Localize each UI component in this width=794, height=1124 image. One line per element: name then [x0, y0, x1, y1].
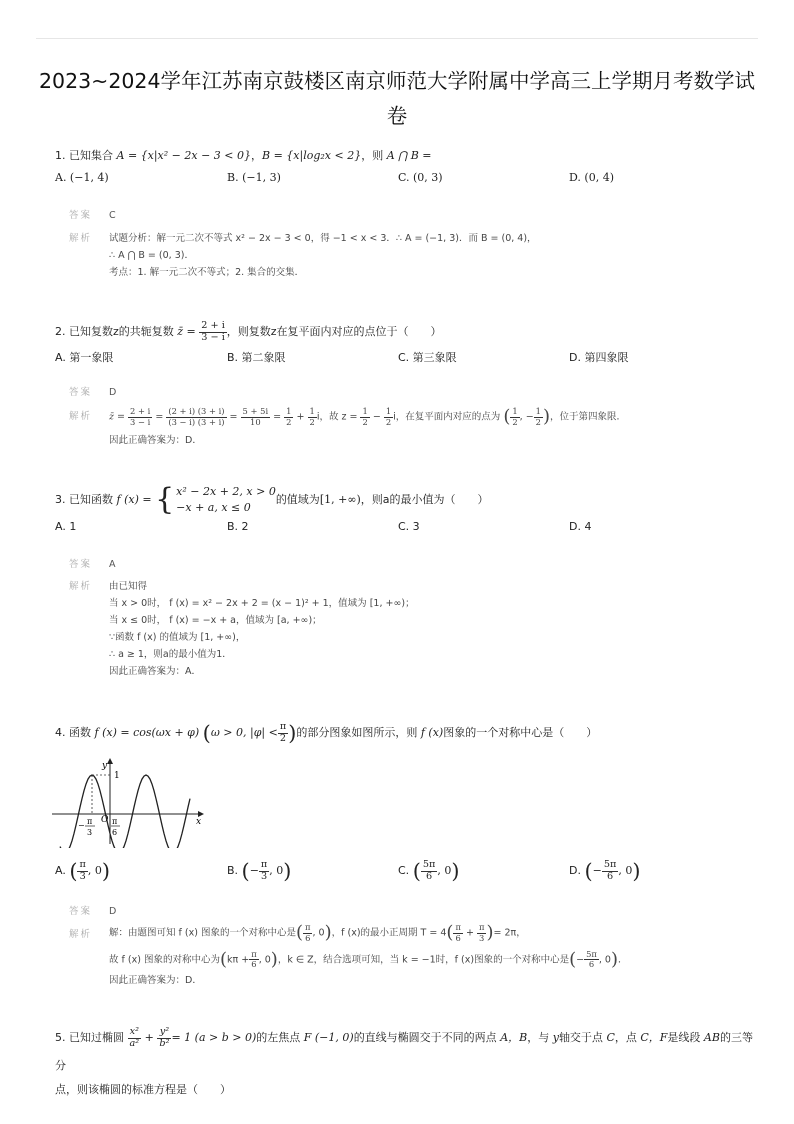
q1-prefix: 1. 已知集合 — [55, 149, 117, 162]
q4-analysis — [69, 920, 754, 990]
q2-suffix: ，则复数z在复平面内对应的点位于（ ） — [226, 325, 442, 338]
q4-a2-kpi: kπ + — [227, 954, 250, 965]
q3-analysis — [69, 578, 754, 688]
frac-num: 5π — [422, 858, 436, 870]
q1-set-b: B = {x|log₂x < 2} — [262, 149, 362, 162]
q2-option-b[interactable]: B. 第二象限 — [227, 351, 286, 364]
q1-then: ，则 — [361, 149, 387, 162]
q1-analysis-line: 试题分析：解一元二次不等式 x² − 2x − 3 < 0，得 −1 < x < 3．∴ A = (−1, 3)．而 B = (0, 4)， — [109, 233, 537, 244]
answer-label: 答案 — [69, 210, 93, 221]
frac-num: 2 + i — [130, 406, 151, 417]
paren-right: ) — [288, 721, 297, 745]
q4-answer: D — [109, 906, 117, 917]
q4-suffix: 图象的一个对称中心是（ ） — [443, 726, 598, 739]
q3-case1: x² − 2x + 2, x > 0 — [176, 485, 276, 498]
q2-a-frac — [360, 407, 369, 426]
q5-line2: 点，则该椭圆的标准方程是（ ） — [55, 1083, 231, 1096]
frac-num: (2 + i) (3 + i) — [168, 406, 225, 417]
one-label: 1 — [114, 771, 120, 781]
q2-a-frac — [308, 407, 317, 426]
question-2 — [55, 318, 754, 346]
q2-analysis-line1: z̄ = $\frac{2 + i}{3 - i}$ = $\frac{(2 + i) (3 + i)}{(3 - i) (3 + i)}$ = $\frac{5 + 5i}{10}$ = $\frac{1}{2}$ + $\frac{1}{2}$ i，故 z = $\frac{1}{2}$ − $\frac{1}{2}$ i，在复平面内对应的点为 ( $\frac{1}{2}$ , − $\frac{1}{2}$ )，位于第四象限． — [109, 406, 627, 427]
left-tick-minus: − — [78, 821, 85, 830]
q2-analysis-line2: 因此正确答案为：D． — [109, 434, 202, 446]
frac-num: 5π — [586, 948, 597, 959]
cosine-curve — [60, 775, 190, 848]
option-label: D. — [569, 864, 581, 877]
q2-a-frac — [166, 407, 226, 426]
option-label: C. — [398, 864, 410, 877]
q2-comma: , − — [519, 411, 534, 423]
q2-answer: D — [109, 387, 117, 398]
frac-den: 10 — [250, 416, 261, 427]
q4-a1-text: 解：由题图可知 f (x) 图象的一个对称中心是 — [109, 927, 296, 939]
left-tick-den: 3 — [87, 828, 93, 837]
frac-num: 1 — [385, 406, 392, 417]
frac-den: (3 − i) (3 + i) — [168, 416, 225, 427]
q4-a1-tail: , 0 — [312, 927, 325, 939]
frac-num: 1 — [535, 406, 541, 417]
q2-a-frac — [241, 407, 271, 426]
q1-option-a[interactable]: A. (−1, 4) — [55, 171, 109, 184]
q2-plus: + — [296, 411, 305, 423]
q3-answer: A — [109, 559, 116, 570]
q2-minus: − — [372, 411, 381, 423]
question-3 — [55, 483, 754, 517]
frac-num: 1 — [286, 406, 292, 417]
frac-den: a² — [129, 1037, 140, 1049]
left-tick-num: π — [87, 817, 93, 826]
frac-num: x² — [128, 1027, 142, 1039]
q4-a2-middle: ，k ∈ Z，结合选项可知，当 k = −1时，f (x)图象的一个对称中心是 — [277, 954, 570, 965]
q4-a2-tail2: , 0 — [598, 954, 611, 965]
q4-frac — [278, 722, 288, 744]
q4-answer-row — [69, 903, 116, 917]
q4-fx2: f (x) — [420, 726, 444, 739]
q4-options — [55, 854, 755, 888]
q3-mid: 的值域为 — [275, 493, 320, 506]
frac-den: 2 — [309, 416, 315, 427]
q1-answer: C — [109, 210, 116, 221]
frac-den: 6 — [455, 932, 461, 943]
q3-analysis-line: 当 x > 0时， f (x) = x² − 2x + 2 = (x − 1)² + 1，值域为 [1, +∞)； — [109, 598, 415, 609]
y-axis-arrow — [107, 758, 113, 764]
q4-cosine-graph — [50, 756, 210, 848]
frac-den: 3 — [79, 870, 86, 882]
q5-plus: + — [144, 1031, 154, 1044]
q5-focus: F (−1, 0) — [303, 1031, 354, 1044]
q5-prefix: 5. 已知过椭圆 — [55, 1031, 128, 1044]
right-tick-den: 6 — [112, 828, 118, 837]
q4-fx: f (x) = cos(ωx + φ) — [94, 726, 200, 739]
question-4 — [55, 720, 754, 746]
frac-den: 2 — [512, 416, 518, 427]
q3-fx: f (x) = — [116, 493, 152, 506]
q3-answer-row — [69, 556, 116, 570]
q3-option-a[interactable]: A. 1 — [55, 520, 77, 533]
q2-options — [55, 349, 755, 371]
q5-equation: = 1 (a > b > 0) — [171, 1031, 257, 1044]
frac-den: 2 — [279, 732, 287, 744]
right-tick-num: π — [112, 817, 118, 826]
frac-num: π — [455, 922, 461, 933]
q3-options — [55, 520, 755, 542]
q2-a-end: ，位于第四象限． — [550, 411, 627, 423]
q3-suffix: ，则a的最小值为（ ） — [360, 493, 489, 506]
analysis-label: 解析 — [69, 233, 93, 244]
q1-answer-row — [69, 207, 116, 221]
q5-points-ab: A，B — [500, 1031, 528, 1044]
option-label: B. — [227, 864, 239, 877]
q1-sep: ， — [251, 149, 263, 162]
q5-t6: 是线段 — [667, 1031, 704, 1044]
frac-den: 6 — [588, 959, 595, 969]
frac-den: 3 — [479, 932, 485, 943]
frac-den: 3 — [261, 870, 268, 882]
frac-num: π — [305, 922, 311, 933]
q1-options — [55, 171, 755, 193]
frac-den: 3 − i — [130, 416, 151, 427]
q2-a-z: z̄ = — [109, 411, 125, 423]
q2-option-a[interactable]: A. 第一象限 — [55, 351, 114, 364]
origin-label: O — [101, 815, 109, 825]
q2-option-c[interactable]: C. 第三象限 — [398, 351, 457, 364]
paren-right: ) — [542, 406, 551, 427]
q3-range: [1, +∞) — [319, 493, 361, 506]
q1-option-c[interactable]: C. (0, 3) — [398, 171, 443, 184]
frac-num: π — [279, 720, 287, 732]
q4-a1-period: ，f (x)的最小正周期 T = 4 — [331, 927, 447, 939]
q1-option-d[interactable]: D. (0, 4) — [569, 171, 614, 184]
frac-num: y² — [157, 1027, 171, 1039]
q2-eq: = — [273, 411, 282, 423]
q4-analysis-line1: 解：由题图可知 f (x) 图象的一个对称中心是( $\frac{\pi}{6}$ , 0)，f (x)的最小正周期 T = 4( $\frac{\pi}{6}$ + $\frac{\pi}{3}$ )= 2π， — [109, 922, 526, 943]
q2-prefix: 2. 已知复数z的共轭复数 — [55, 325, 178, 338]
q2-a-frac — [384, 407, 393, 426]
q3-case2: −x + a, x ≤ 0 — [176, 501, 251, 514]
q3-option-c[interactable]: C. 3 — [398, 520, 420, 533]
frac-den: 6 — [305, 932, 311, 943]
frac-num: π — [79, 858, 86, 870]
top-divider — [36, 38, 758, 39]
x-label: x — [196, 817, 202, 827]
frac-den: b² — [159, 1037, 170, 1049]
q4-a2-tail: , 0 — [258, 954, 271, 965]
q2-zbar: z̄ = — [177, 325, 196, 338]
analysis-label: 解析 — [69, 581, 93, 592]
q5-yaxis: y — [552, 1031, 559, 1044]
q1-expression: A ⋂ B = — [386, 149, 432, 162]
q2-a-frac — [534, 407, 543, 426]
q4-a1-end: = 2π， — [493, 927, 526, 939]
frac-num: π — [251, 948, 257, 959]
frac-den: 2 — [286, 416, 292, 427]
q2-a-frac — [510, 407, 519, 426]
y-label: y — [102, 761, 108, 771]
q2-a-frac — [284, 407, 293, 426]
q5-t1: 的左焦点 — [256, 1031, 304, 1044]
q1-set-a: A = {x|x² − 2x − 3 < 0} — [116, 149, 252, 162]
q4-option-b[interactable]: B. (− $\frac{\pi}{3}$ , 0) — [227, 858, 292, 883]
answer-label: 答案 — [69, 559, 93, 570]
answer-label: 答案 — [69, 387, 93, 398]
frac-num: π — [260, 858, 268, 870]
option-sign: − — [249, 864, 259, 877]
q3-brace: { — [155, 482, 175, 517]
q1-analysis-line: ∴ A ⋂ B = (0, 3)． — [109, 250, 194, 261]
q5-points-cf: C，F — [640, 1031, 668, 1044]
q3-analysis-line: ∵函数 f (x) 的值域为 [1, +∞)， — [109, 632, 246, 643]
q4-option-c[interactable]: C. ( $\frac{5\pi}{6}$ , 0) — [398, 858, 460, 883]
q4-a1-plus: + — [465, 927, 474, 939]
q4-a2-minus: − — [576, 954, 585, 965]
q3-cases — [176, 484, 276, 516]
frac-num: 1 — [309, 406, 315, 417]
option-tail: , 0 — [87, 864, 102, 877]
q2-a-mid: i，故 z = — [316, 411, 358, 423]
option-tail: , 0 — [269, 864, 284, 877]
q2-a-frac — [128, 407, 152, 426]
option-label: A. — [55, 864, 66, 877]
q2-option-d[interactable]: D. 第四象限 — [569, 351, 629, 364]
paren-left: ( — [503, 406, 511, 427]
q3-option-b[interactable]: B. 2 — [227, 520, 249, 533]
q4-analysis-line3: 因此正确答案为：D． — [109, 975, 202, 986]
frac-num: π — [478, 922, 485, 933]
q2-analysis — [69, 402, 754, 452]
q1-analysis — [69, 230, 754, 286]
q2-numerator: 2 + i — [201, 319, 225, 331]
q4-prefix: 4. 函数 — [55, 726, 95, 739]
q3-prefix: 3. 已知函数 — [55, 493, 117, 506]
q1-option-b[interactable]: B. (−1, 3) — [227, 171, 281, 184]
q4-a2-end: ． — [618, 954, 628, 965]
q5-t2: 的直线与椭圆交于不同的两点 — [353, 1031, 501, 1044]
q2-fraction — [199, 321, 227, 343]
frac-den: 6 — [426, 870, 433, 882]
frac-num: 5 + 5i — [242, 406, 269, 417]
question-1 — [55, 147, 754, 165]
option-sign: − — [592, 864, 602, 877]
frac-num: 1 — [362, 406, 368, 417]
frac-den: 2 — [385, 416, 392, 427]
q2-answer-row — [69, 384, 116, 398]
q3-option-d[interactable]: D. 4 — [569, 520, 592, 533]
frac-den: 2 — [535, 416, 541, 427]
q4-mid: 的部分图象如图所示，则 — [296, 726, 421, 739]
option-tail: , 0 — [618, 864, 633, 877]
option-tail: , 0 — [437, 864, 452, 877]
q5-t3: ，与 — [527, 1031, 553, 1044]
q2-a-mid2: i，在复平面内对应的点为 — [393, 411, 501, 423]
q3-analysis-line: ∴ a ≥ 1，则a的最小值为1． — [109, 649, 232, 660]
page-title: 2023~2024学年江苏南京鼓楼区南京师范大学附属中学高三上学期月考数学试卷 — [38, 69, 756, 128]
frac-num: 5π — [603, 858, 617, 870]
q3-analysis-line: 因此正确答案为：A． — [109, 666, 201, 677]
q4-option-d[interactable]: D. (− $\frac{5\pi}{6}$ , 0) — [569, 858, 641, 883]
analysis-label: 解析 — [69, 929, 93, 940]
q3-analysis-line: 当 x ≤ 0时， f (x) = −x + a，值域为 [a, +∞)； — [109, 615, 322, 626]
q4-a2-text: 故 f (x) 图象的对称中心为 — [109, 954, 220, 965]
q1-analysis-line: 考点：1. 解一元二次不等式；2. 集合的交集． — [109, 267, 305, 278]
q2-denominator: 3 − i — [201, 331, 225, 343]
q3-analysis-line: 由已知得 — [109, 581, 148, 592]
answer-label: 答案 — [69, 906, 93, 917]
q4-condition: ω > 0, |φ| < — [210, 726, 278, 739]
frac-den: 2 — [362, 416, 368, 427]
frac-num: 1 — [512, 406, 518, 417]
q5-line1 — [55, 1024, 754, 1080]
q4-analysis-line2: 故 f (x) 图象的对称中心为(kπ + $\frac{\pi}{6}$ , 0)，k ∈ Z，结合选项可知，当 k = −1时，f (x)图象的一个对称中心是(− $\frac{5\pi}{6}$ , 0)． — [109, 948, 628, 970]
q5-t4: 轴交于点 — [558, 1031, 607, 1044]
paren-left: ( — [202, 721, 211, 745]
q5-point-c: C — [606, 1031, 615, 1044]
question-5 — [55, 1024, 754, 1100]
analysis-label: 解析 — [69, 411, 93, 422]
frac-den: 6 — [607, 870, 614, 882]
q5-t5: ，点 — [614, 1031, 641, 1044]
frac-den: 6 — [251, 959, 257, 969]
q4-option-a[interactable]: A. ( $\frac{\pi}{3}$ , 0) — [55, 858, 110, 883]
q5-segment: AB — [703, 1031, 720, 1044]
q5-t7: 的三等分 — [55, 1031, 753, 1072]
